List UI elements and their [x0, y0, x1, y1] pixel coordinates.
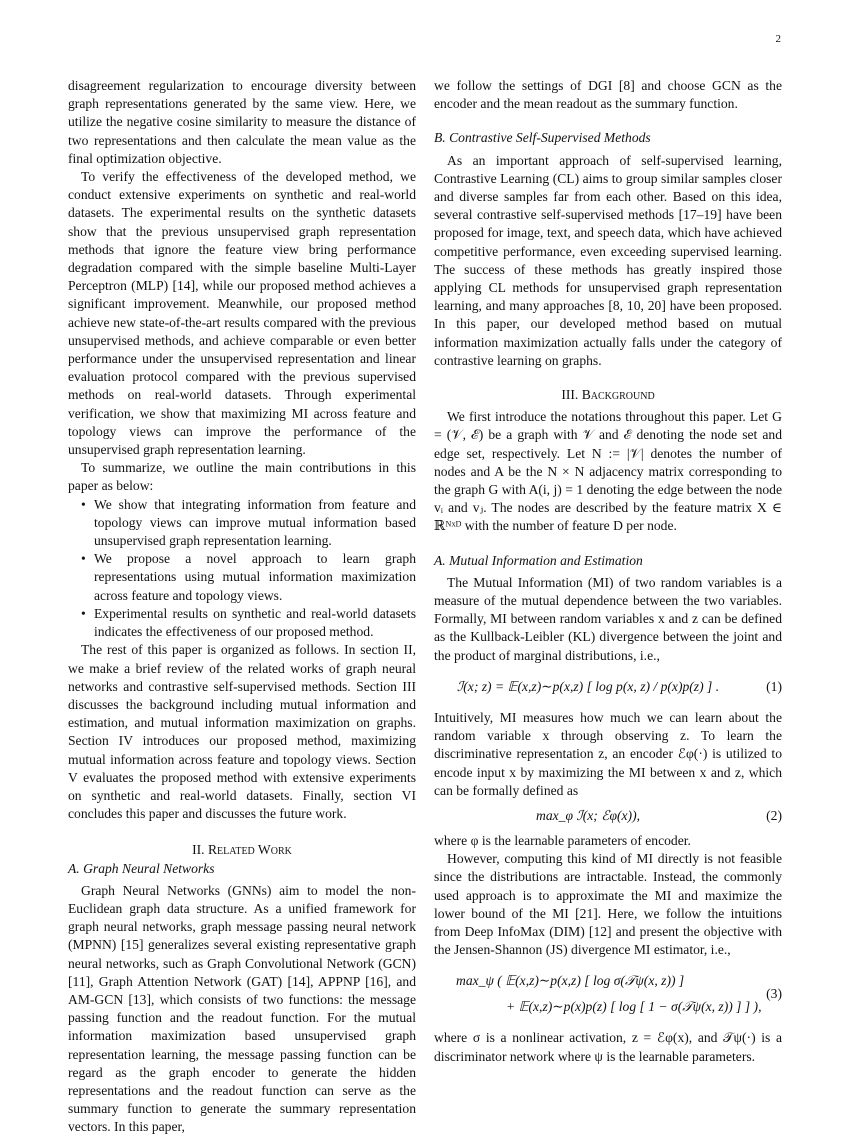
- paragraph: To summarize, we outline the main contributions in this paper as below:: [68, 460, 416, 494]
- subsection-heading: A. Mutual Information and Estimation: [434, 552, 643, 568]
- contributions-list: [68, 496, 416, 642]
- list-item: • Experimental results on synthetic and real-world datasets indicates the effectiveness of our proposed method.: [68, 605, 416, 641]
- section-heading: II. Related Work: [192, 842, 292, 858]
- equation-expression: [456, 968, 762, 1020]
- equation-number: (3): [766, 986, 782, 1002]
- paragraph: To verify the effectiveness of the developed method, we conduct extensive experiments on synthetic and real-world datasets. The experimental results on the synthetic datasets show that the previous unsupervised graph representation methods that ignore the feature view bring performance degradation compared with the simple baseline Multi-Layer Perceptron (MLP) [14], while our proposed method achieves a significant improvement. Meanwhile, our proposed method achieve new state-of-the-art results compared with the previous unsupervised methods, and achieve comparable or even better performance under the unsupervised representation and linear evaluation protocol compared with the previous supervised methods on real-world datasets. Through experimental verification, we show that maximizing MI across feature and topology views can improve the performance of the unsupervised graph representation learning.: [68, 169, 416, 458]
- paragraph: Intuitively, MI measures how much we can learn about the random variable x through observing z. To learn the discriminative representation z, an encoder ℰφ(·) is utilized to encode input x by maximizing the MI between x and z, which can be formally defined as: [434, 709, 782, 798]
- subsection-heading: A. Graph Neural Networks: [68, 860, 215, 876]
- page-number: 2: [775, 33, 781, 45]
- equation-number: (1): [766, 678, 782, 694]
- paragraph: The rest of this paper is organized as follows. In section II, we make a brief review of the related works of graph neural networks and contrastive self-supervised methods. Section III discusses the background including mutual information and estimation, and mutual information maximization on graphs. Section IV introduces our proposed method, maximizing mutual information across feature and topology views. Section V evaluates the proposed method with extensive experiments on synthetic and real-world datasets. Finally, section VI concludes this paper and discusses the future work.: [68, 642, 416, 822]
- equation-expression: ℐ(x; z) = 𝔼(x,z)∼p(x,z) [ log p(x, z) / p(x)p(z) ] .: [456, 678, 720, 694]
- paragraph: However, computing this kind of MI directly is not feasible since the distributions are intractable. Instead, the commonly used approach is to approximate the MI and maximize the lower bound of the MI [21]. Here, we follow the intuitions from Deep InfoMax (DIM) [12] and present the objective with the Jensen-Shannon (JS) divergence MI estimator, i.e.,: [434, 851, 782, 958]
- subsection-heading: B. Contrastive Self-Supervised Methods: [434, 130, 651, 146]
- equation-expression: max_φ ℐ(x; ℰφ(x)),: [536, 807, 640, 823]
- list-item: • We propose a novel approach to learn graph representations using mutual information maximization across feature and topology views.: [68, 550, 416, 605]
- paragraph: disagreement regularization to encourage diversity between graph representations generated by the same view. Here, we utilize the negative cosine similarity to measure the distance of two representations and then calculate the mean value as the final optimization objective.: [68, 78, 416, 166]
- paragraph: we follow the settings of DGI [8] and choose GCN as the encoder and the mean readout as the summary function.: [434, 78, 782, 112]
- paragraph: As an important approach of self-supervised learning, Contrastive Learning (CL) aims to group similar samples closer and diverse samples far from each other. Based on this idea, several contrastive self-supervised methods [17–19] have been proposed for image, text, and speech data, which have achieved competitive performance, even exceeding supervised learning. The success of these methods has greatly inspired those applying CL methods for unsupervised graph representation learning, and many approaches [8, 10, 20] have been proposed. In this paper, our developed method based on mutual information maximization actually falls under the category of contrastive learning on graphs.: [434, 152, 782, 368]
- section-heading: III. Background: [561, 387, 655, 403]
- paragraph: We first introduce the notations throughout this paper. Let G = (𝒱, ℰ) be a graph with 𝒱 and ℰ denoting the node set and edge set, respectively. Let N := |𝒱| denotes the number of nodes and A be the N × N adjacency matrix corresponding to the graph G with A(i, j) = 1 denoting the edge between the node vᵢ and vⱼ. The nodes are described by the feature matrix X ∈ ℝᴺˣᴰ with the number of feature D per node.: [434, 409, 782, 534]
- paragraph: where φ is the learnable parameters of encoder.: [434, 832, 691, 848]
- list-item: • We show that integrating information from feature and topology views can improve mutual information based unsupervised graph representation learning.: [68, 496, 416, 551]
- equation-3: [434, 959, 782, 1029]
- right-column: [434, 77, 782, 1066]
- paragraph: Graph Neural Networks (GNNs) aim to model the non-Euclidean graph data structure. As a unified framework for graph neural networks, graph message passing neural network (MPNN) [15] generalizes several existing representative graph neural networks, such as Graph Convolutional Network (GCN) [11], Graph Attention Network (GAT) [14], APPNP [16], and AM-GCN [13], which consists of two functions: the message passing function and the readout function. For the mutual information maximization based unsupervised graph representation learning, the message passing function can be regard as the graph encoder to generate the hidden representations and the readout function can serve as the summary function to generate the summary representation vectors. In this paper,: [68, 882, 416, 1135]
- left-column: [68, 77, 416, 1137]
- equation-line: + 𝔼(x,z)∼p(x)p(z) [ log [ 1 − σ(𝒯ψ(x, z)) ] ] ),: [506, 999, 762, 1015]
- paragraph: where σ is a nonlinear activation, z = ℰφ(x), and 𝒯ψ(·) is a discriminator network where ψ is the learnable parameters.: [434, 1030, 782, 1064]
- equation-2: [434, 800, 782, 832]
- equation-number: (2): [766, 807, 782, 823]
- paragraph: The Mutual Information (MI) of two random variables is a measure of the mutual dependence between the two variables. Formally, MI between random variables x and z can be defined as the Kullback-Leibler (KL) divergence between the joint and the product of marginal distributions, i.e.,: [434, 574, 782, 663]
- equation-1: [434, 665, 782, 709]
- equation-line: max_ψ ( 𝔼(x,z)∼p(x,z) [ log σ(𝒯ψ(x, z)) ]: [456, 973, 685, 989]
